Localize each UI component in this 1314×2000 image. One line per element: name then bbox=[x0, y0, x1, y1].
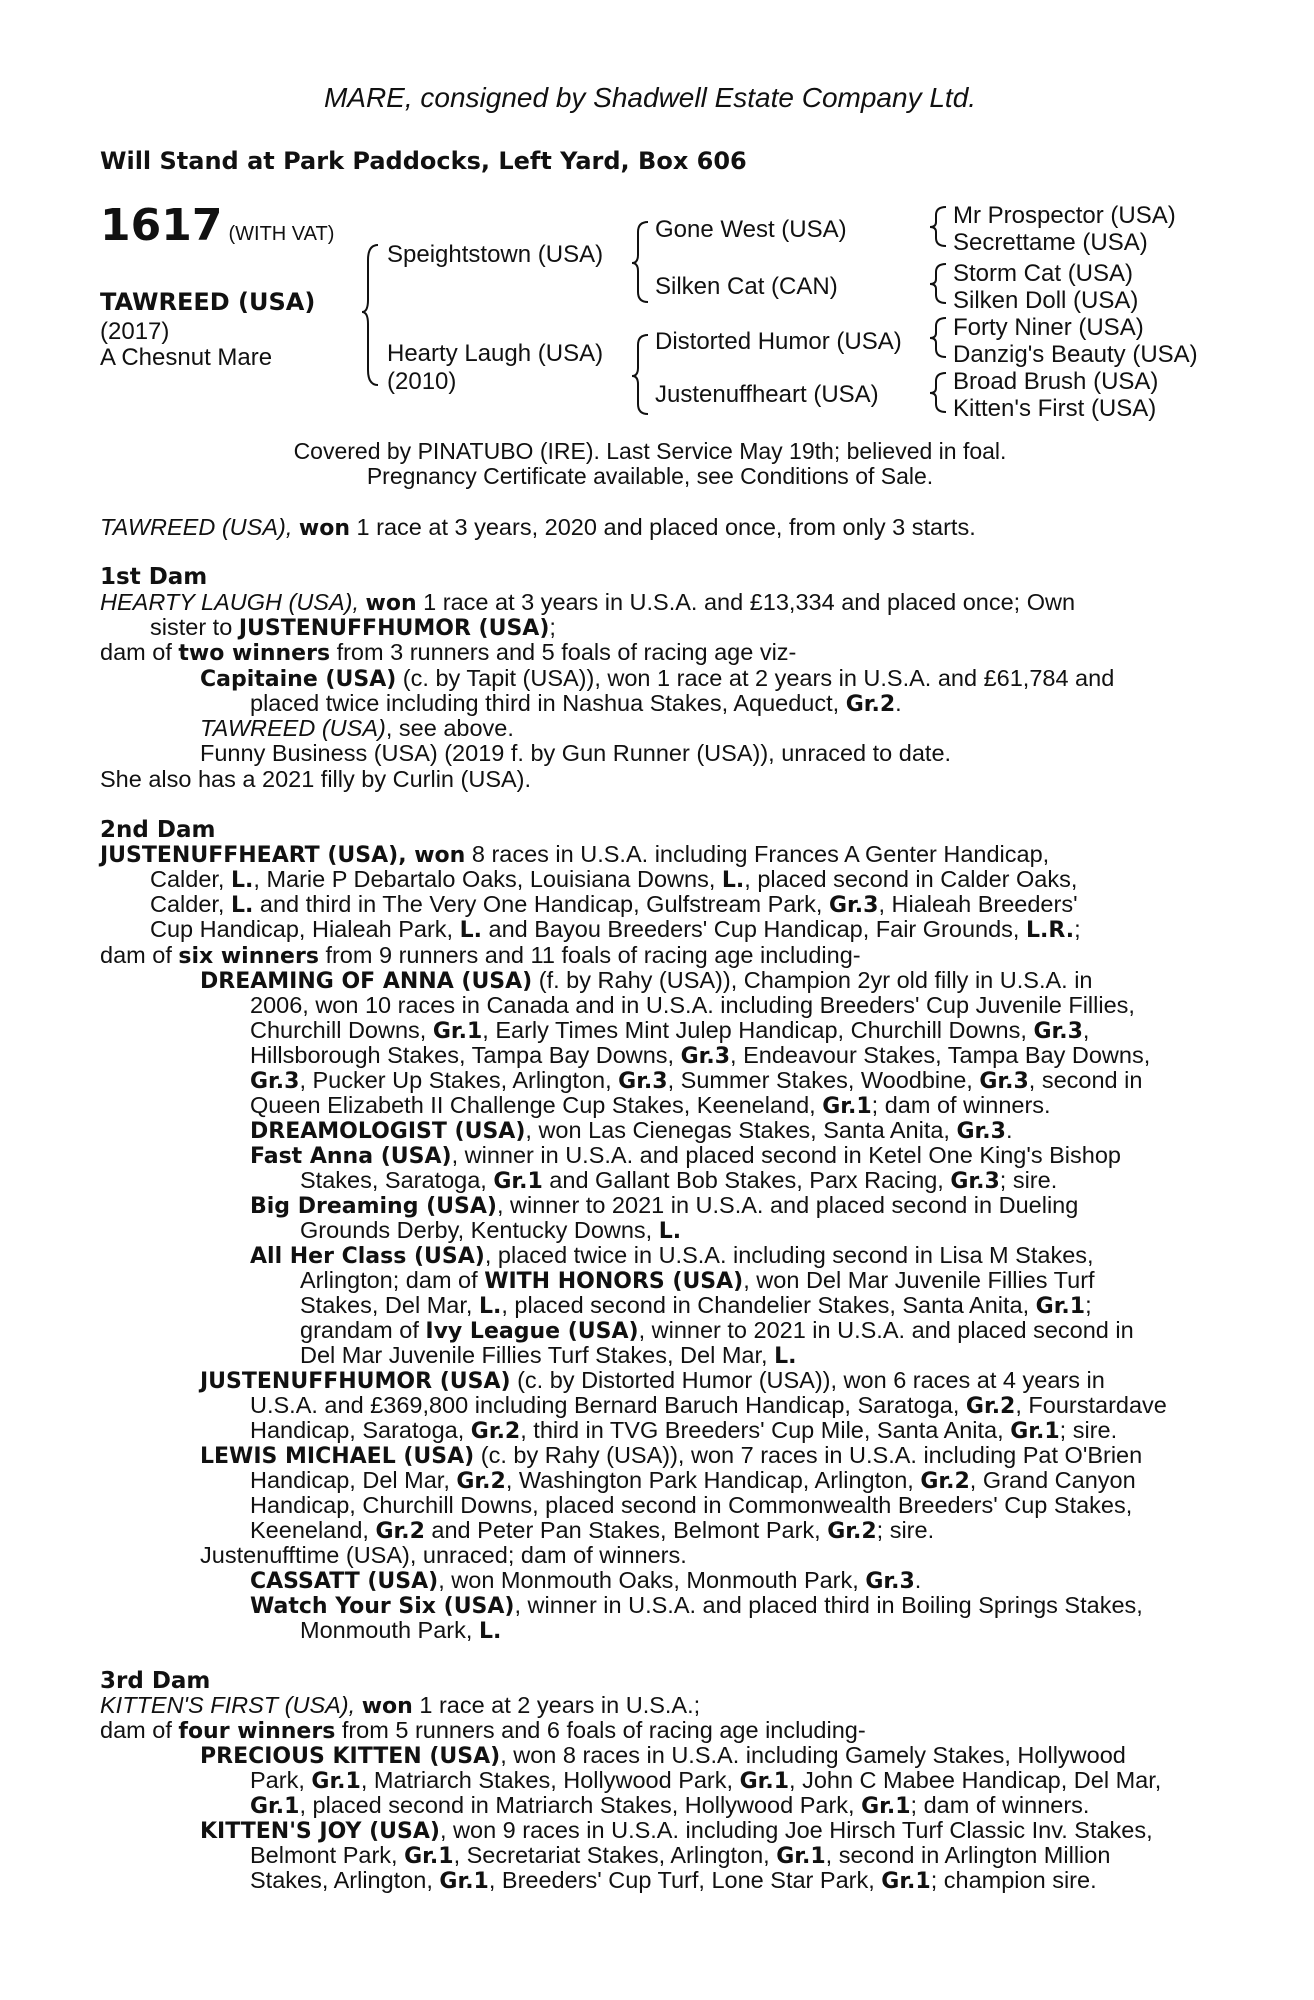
third-dam-heading: 3rd Dam bbox=[100, 1668, 211, 1694]
pedigree-dd-sire: Broad Brush (USA) bbox=[953, 368, 1159, 395]
lot-header bbox=[100, 200, 334, 251]
pedigree-sire-sire: Gone West (USA) bbox=[655, 216, 847, 243]
lot-number: 1617 bbox=[100, 200, 223, 251]
stand-location: Will Stand at Park Paddocks, Left Yard, Box 606 bbox=[100, 147, 747, 175]
pedigree-sire: Speightstown (USA) bbox=[387, 241, 604, 268]
pedigree-dam-dam: Justenuffheart (USA) bbox=[655, 381, 879, 408]
pedigree-dam: Hearty Laugh (USA) bbox=[387, 340, 604, 367]
pedigree-ds-dam: Danzig's Beauty (USA) bbox=[953, 341, 1198, 368]
pedigree-ss-sire: Mr Prospector (USA) bbox=[953, 202, 1176, 229]
pedigree-sire-dam: Silken Cat (CAN) bbox=[655, 273, 838, 300]
consignor-line: MARE, consigned by Shadwell Estate Company Ltd. bbox=[323, 82, 977, 113]
second-dam-heading: 2nd Dam bbox=[100, 817, 216, 843]
horse-description: A Chesnut Mare bbox=[100, 344, 273, 371]
horse-name: TAWREED (USA) bbox=[100, 288, 316, 316]
pedigree-sd-sire: Storm Cat (USA) bbox=[953, 260, 1134, 287]
vat-note: (WITH VAT) bbox=[228, 223, 335, 245]
first-dam-heading: 1st Dam bbox=[100, 564, 208, 590]
pedigree-dam-sire: Distorted Humor (USA) bbox=[655, 328, 902, 355]
horse-year: (2017) bbox=[100, 318, 170, 345]
pedigree-dd-dam: Kitten's First (USA) bbox=[953, 395, 1157, 422]
pedigree-ds-sire: Forty Niner (USA) bbox=[953, 314, 1144, 341]
covered-line-2: Pregnancy Certificate available, see Conditions of Sale. bbox=[366, 463, 934, 489]
pedigree-sd-dam: Silken Doll (USA) bbox=[953, 287, 1139, 314]
race-summary: TAWREED (USA), won 1 race at 3 years, 2020 and placed once, from only 3 starts. bbox=[100, 514, 976, 541]
covered-line-1: Covered by PINATUBO (IRE). Last Service May 19th; believed in foal. bbox=[293, 438, 1007, 464]
pedigree-ss-dam: Secrettame (USA) bbox=[953, 229, 1148, 256]
pedigree-dam-year: (2010) bbox=[387, 368, 457, 395]
